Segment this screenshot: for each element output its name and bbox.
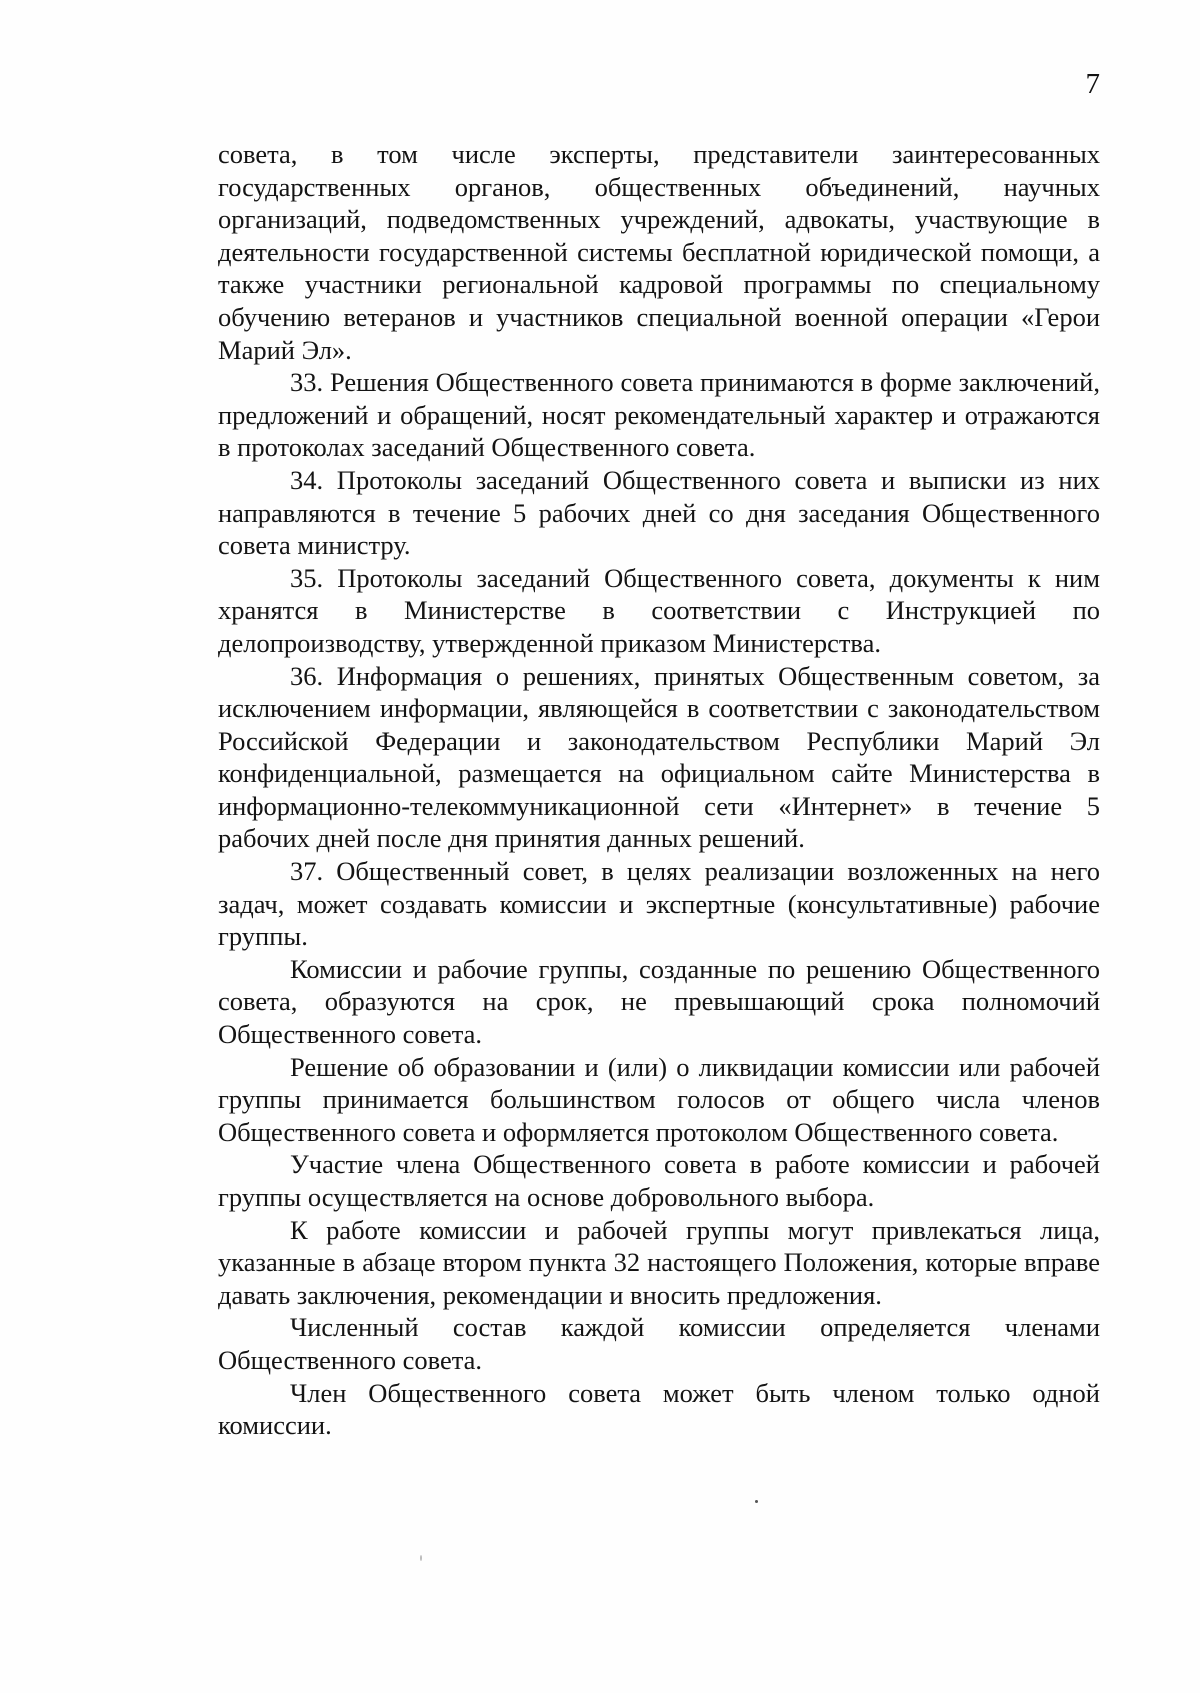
paragraph-34: 34. Протоколы заседаний Общественного совета и выписки из них направляются в течение 5 рабочих дней со дня заседания Общественного совета министру. (218, 464, 1100, 561)
paragraph-37-involved-persons: К работе комиссии и рабочей группы могут привлекаться лица, указанные в абзаце втором пункта 32 настоящего Положения, которые вправе давать заключения, рекомендации и вносить предложения. (218, 1214, 1100, 1310)
document-body (218, 138, 1100, 1442)
scan-speck (755, 1500, 758, 1503)
paragraph-37-commissions-term: Комиссии и рабочие группы, созданные по решению Общественного совета, образуются на срок, не превышающий срока полномочий Общественного совета. (218, 953, 1100, 1050)
paragraph-35: 35. Протоколы заседаний Общественного совета, документы к ним хранятся в Министерстве в соответствии с Инструкцией по делопроизводству, утвержденной приказом Министерства. (218, 562, 1100, 658)
paragraph-36: 36. Информация о решениях, принятых Общественным советом, за исключением информации, являющейся в соответствии с законодательством Российской Федерации и законодательством Республики Марий Эл конфиденциальной, размещается на официальном сайте Министерства в информационно-телекоммуникационной сети «Интернет» в течение 5 рабочих дней после дня принятия данных решений. (218, 660, 1100, 854)
paragraph-37-formation-decision: Решение об образовании и (или) о ликвидации комиссии или рабочей группы принимается большинством голосов от общего числа членов Общественного совета и оформляется протоколом Общественного совета. (218, 1051, 1100, 1147)
paragraph-33: 33. Решения Общественного совета принимаются в форме заключений, предложений и обращений, носят рекомендательный характер и отражаются в протоколах заседаний Общественного совета. (218, 367, 1100, 463)
scan-speck (420, 1555, 422, 1561)
page-number: 7 (1085, 68, 1100, 100)
paragraph-37-composition: Численный состав каждой комиссии определяется членами Общественного совета. (218, 1312, 1100, 1375)
paragraph-37: 37. Общественный совет, в целях реализации возложенных на него задач, может создавать комиссии и экспертные (консультативные) рабочие группы. (218, 856, 1100, 952)
paragraph-37-single-membership: Член Общественного совета может быть членом только одной комиссии. (218, 1377, 1100, 1441)
paragraph-37-voluntary-participation: Участие члена Общественного совета в работе комиссии и рабочей группы осуществляется на основе добровольного выбора. (218, 1149, 1100, 1212)
paragraph-32-continuation: совета, в том числе эксперты, представители заинтересованных государственных органов, общественных объединений, научных организаций, подведомственных учреждений, адвокаты, участвующие в деятельности государственной системы бесплатной юридической помощи, а также участники региональной кадровой программы по специальному обучению ветеранов и участников специальной военной операции «Герои Марий Эл». (218, 139, 1100, 365)
